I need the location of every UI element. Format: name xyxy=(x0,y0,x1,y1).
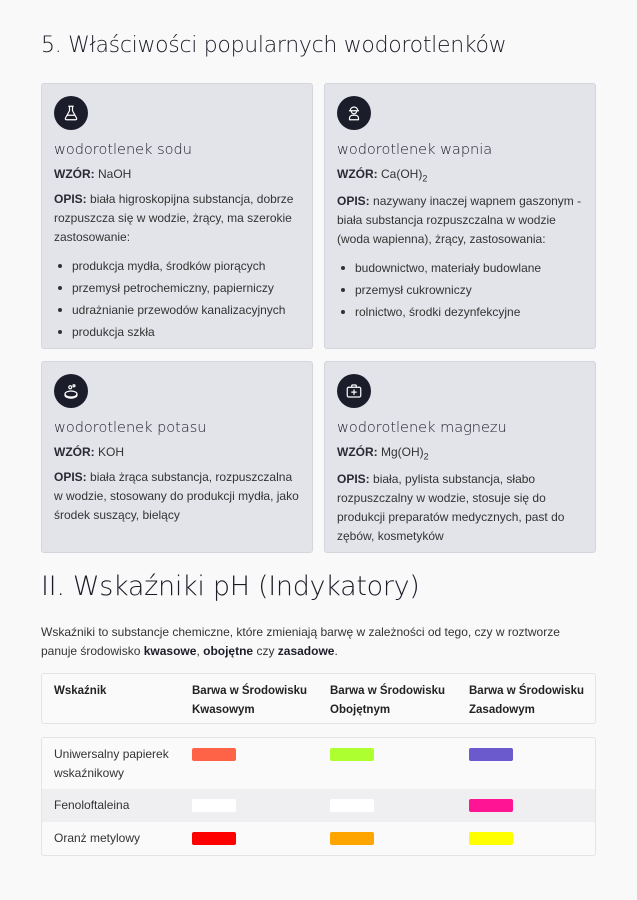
table-header xyxy=(41,673,596,724)
description: OPIS: biała żrąca substancja, rozpuszczalna w wodzie, stosowany do produkcji mydła, jako środek suszący, bielący xyxy=(54,470,299,522)
card-potassium-hydroxide xyxy=(41,361,313,553)
formula: WZÓR: KOH xyxy=(54,445,125,459)
section-title-hydroxides: 5. Właściwości popularnych wodorotlenków xyxy=(41,33,507,58)
column-header: Barwa w Środowisku Kwasowym xyxy=(192,685,308,716)
color-swatch-basic xyxy=(469,832,513,845)
table-body xyxy=(41,737,596,856)
color-swatch-neutral xyxy=(330,799,374,812)
list-item: produkcja mydła, środków piorących xyxy=(54,255,300,277)
color-swatch-acidic xyxy=(192,799,236,812)
flask-icon xyxy=(54,96,88,130)
worker-icon xyxy=(337,96,371,130)
column-header: Barwa w Środowisku Obojętnym xyxy=(330,685,446,716)
formula: WZÓR: $Mg(OH)_2$ xyxy=(337,445,429,462)
color-swatch-neutral xyxy=(330,748,374,761)
card-title: wodorotlenek wapnia xyxy=(337,142,493,158)
table-row xyxy=(42,738,595,789)
soap-icon xyxy=(54,374,88,408)
section-title-ph-indicators: II. Wskaźniki pH (Indykatory) xyxy=(41,571,420,602)
formula: WZÓR: $Ca(OH)_2$ xyxy=(337,167,428,184)
column-header: Barwa w Środowisku Zasadowym xyxy=(469,685,585,716)
color-swatch-basic xyxy=(469,799,513,812)
formula: WZÓR: NaOH xyxy=(54,167,132,181)
indicator-name: Uniwersalny papierek wskaźnikowy xyxy=(54,747,169,780)
list-item: budownictwo, materiały budowlane xyxy=(337,257,583,279)
card-magnesium-hydroxide xyxy=(324,361,596,553)
list-item: produkcja szkła xyxy=(54,321,300,343)
color-swatch-acidic xyxy=(192,748,236,761)
uses-list xyxy=(54,255,300,343)
card-title: wodorotlenek sodu xyxy=(54,142,192,158)
color-swatch-neutral xyxy=(330,832,374,845)
description: OPIS: biała, pylista substancja, słabo rozpuszczalny w wodzie, stosuje się do produkcji preparatów medycznych, past do zębów, kosmetyków xyxy=(337,472,565,544)
column-header: Wskaźnik xyxy=(54,685,107,697)
table-row xyxy=(42,822,595,855)
indicator-name: Fenoloftaleina xyxy=(54,798,130,812)
color-swatch-basic xyxy=(469,748,513,761)
description: OPIS: nazywany inaczej wapnem gaszonym - biała substancja rozpuszczalna w wodzie (woda wapienna), żrący, zastosowania: xyxy=(337,194,582,247)
list-item: udrażnianie przewodów kanalizacyjnych xyxy=(54,299,300,321)
list-item: przemysł petrochemiczny, papierniczy xyxy=(54,277,300,299)
card-title: wodorotlenek magnezu xyxy=(337,420,507,436)
list-item: przemysł cukrowniczy xyxy=(337,279,583,301)
card-sodium-hydroxide xyxy=(41,83,313,349)
table-row xyxy=(42,789,595,822)
indicator-name: Oranż metylowy xyxy=(54,831,141,845)
card-title: wodorotlenek potasu xyxy=(54,420,207,436)
list-item: rolnictwo, środki dezynfekcyjne xyxy=(337,301,583,323)
color-swatch-acidic xyxy=(192,832,236,845)
intro-paragraph: Wskaźniki to substancje chemiczne, które zmieniają barwę w zależności od tego, czy w roztworze panuje środowisko kwasowe, obojętne czy zasadowe. xyxy=(41,625,560,658)
card-calcium-hydroxide xyxy=(324,83,596,349)
medical-kit-icon xyxy=(337,374,371,408)
description: OPIS: biała higroskopijna substancja, dobrze rozpuszcza się w wodzie, żrący, ma szerokie zastosowanie: xyxy=(54,192,294,244)
uses-list xyxy=(337,257,583,323)
